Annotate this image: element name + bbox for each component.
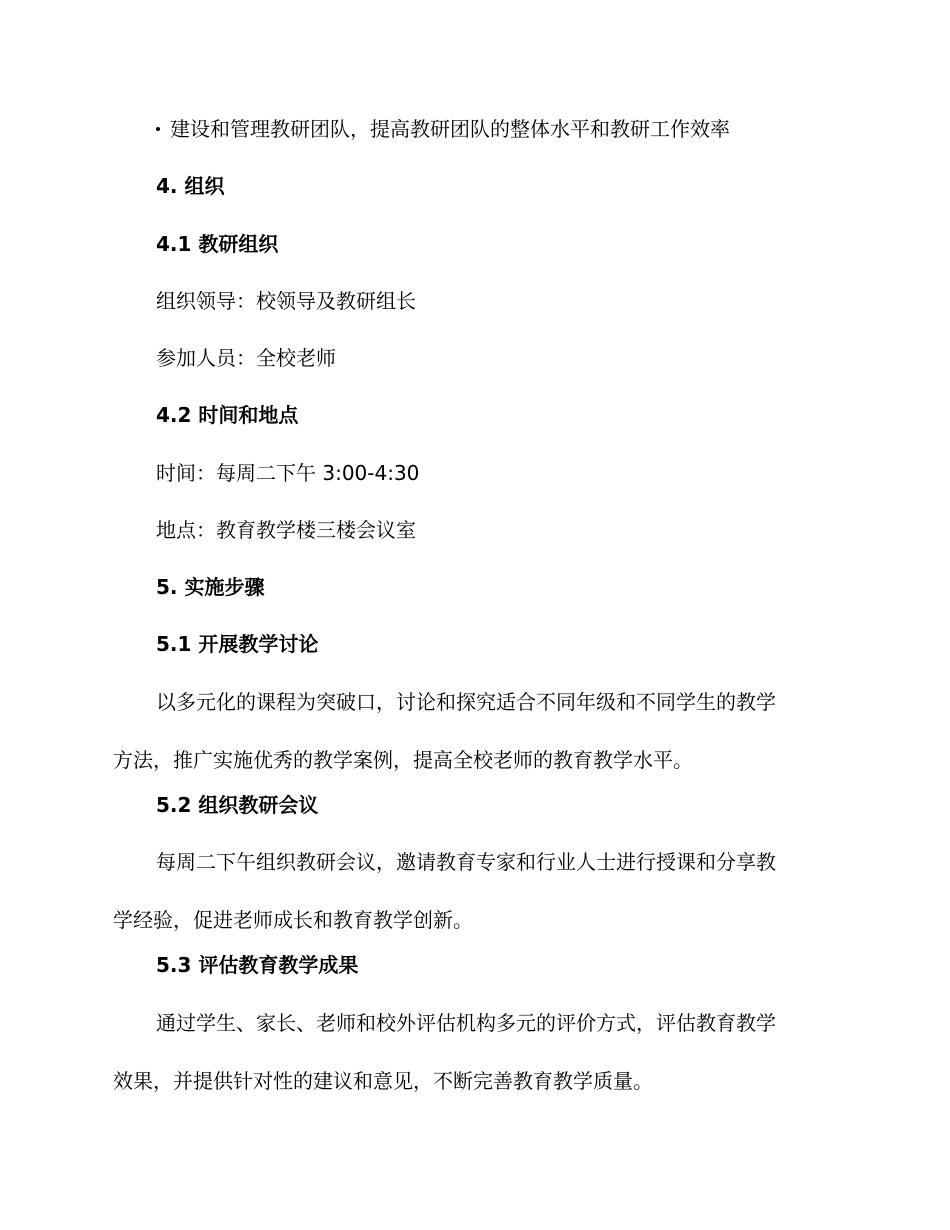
bullet-text: 建设和管理教研团队，提高教研团队的整体水平和教研工作效率	[170, 117, 730, 141]
section-4-2-heading: 4.2 时间和地点	[156, 403, 299, 427]
section-5-2-paragraph	[113, 848, 833, 964]
paragraph-line: 以多元化的课程为突破口，讨论和探究适合不同年级和不同学生的教学	[156, 690, 776, 714]
section-5-1-heading: 5.1 开展教学讨论	[156, 632, 319, 656]
time-text: 时间：每周二下午 3:00-4:30	[156, 461, 420, 485]
section-4-heading: 4. 组织	[156, 174, 225, 198]
section-5-3-heading: 5.3 评估教育教学成果	[156, 953, 359, 977]
paragraph-line: 效果，并提供针对性的建议和意见，不断完善教育教学质量。	[113, 1069, 653, 1093]
participants-text: 参加人员：全校老师	[156, 346, 336, 370]
paragraph-line: 通过学生、家长、老师和校外评估机构多元的评价方式，评估教育教学	[156, 1011, 776, 1035]
paragraph-line: 学经验，促进老师成长和教育教学创新。	[113, 908, 473, 932]
organization-leader-text: 组织领导：校领导及教研组长	[156, 289, 416, 313]
section-5-heading: 5. 实施步骤	[156, 575, 265, 599]
paragraph-line: 方法，推广实施优秀的教学案例，提高全校老师的教育教学水平。	[113, 748, 693, 772]
place-text: 地点：教育教学楼三楼会议室	[156, 518, 416, 542]
section-5-2-heading: 5.2 组织教研会议	[156, 793, 319, 817]
section-5-1-paragraph	[113, 688, 833, 804]
bullet-dot-icon	[156, 127, 160, 131]
bullet-item	[156, 115, 730, 143]
section-4-1-heading: 4.1 教研组织	[156, 232, 279, 256]
paragraph-line: 每周二下午组织教研会议，邀请教育专家和行业人士进行授课和分享教	[156, 850, 776, 874]
section-5-3-paragraph	[113, 1009, 833, 1125]
